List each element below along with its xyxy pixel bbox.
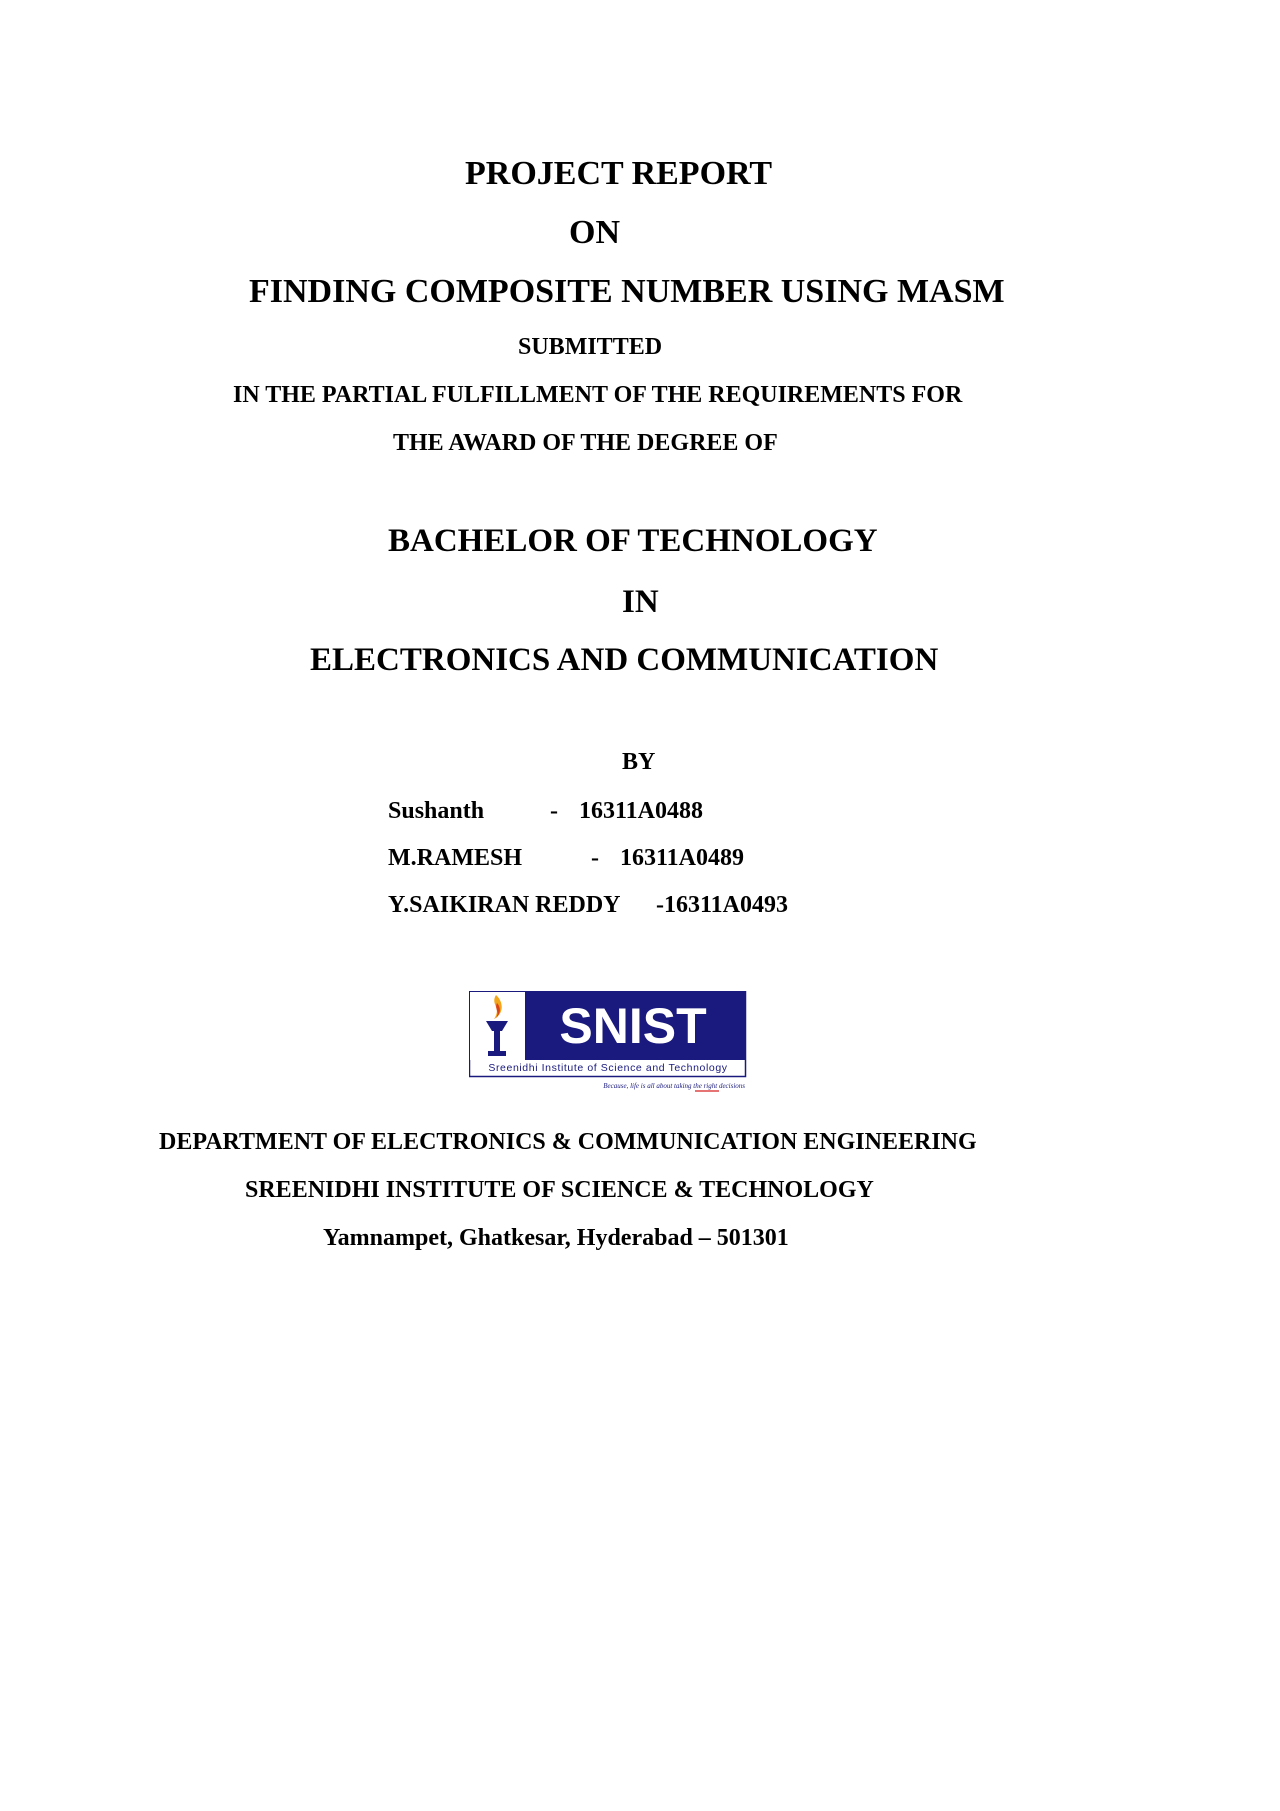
logo-tagline: Because, life is all about taking the right decisions xyxy=(603,1082,745,1090)
student-row xyxy=(388,893,828,921)
student-separator: -16311A0493 xyxy=(656,892,788,918)
institute-address: Yamnampet, Ghatkesar, Hyderabad – 501301 xyxy=(323,1225,789,1251)
requirements-line: IN THE PARTIAL FULFILLMENT OF THE REQUIREMENTS FOR xyxy=(233,382,963,408)
logo-subtitle: Sreenidhi Institute of Science and Technology xyxy=(488,1062,728,1074)
student-name: Y.SAIKIRAN REDDY xyxy=(388,892,621,918)
student-roll-number: 16311A0489 xyxy=(620,845,745,871)
logo-wordmark: SNIST xyxy=(559,998,707,1054)
department-name: DEPARTMENT OF ELECTRONICS & COMMUNICATION ENGINEERING xyxy=(159,1129,977,1155)
degree-line-3: ELECTRONICS AND COMMUNICATION xyxy=(310,642,939,678)
snist-logo xyxy=(469,991,747,1096)
award-line: THE AWARD OF THE DEGREE OF xyxy=(393,430,778,456)
report-title-line-2: ON xyxy=(569,214,620,251)
student-separator: - xyxy=(591,845,599,871)
degree-line-2: IN xyxy=(622,584,659,620)
student-separator: - xyxy=(550,798,558,824)
student-name: Sushanth xyxy=(388,798,485,824)
student-roll-number: 16311A0488 xyxy=(579,798,704,824)
report-title-line-3: FINDING COMPOSITE NUMBER USING MASM xyxy=(249,273,1005,310)
report-title-line-1: PROJECT REPORT xyxy=(465,155,773,192)
by-label: BY xyxy=(622,749,656,775)
degree-line-1: BACHELOR OF TECHNOLOGY xyxy=(388,523,878,559)
student-row xyxy=(388,799,808,827)
institute-name: SREENIDHI INSTITUTE OF SCIENCE & TECHNOLOGY xyxy=(245,1177,874,1203)
student-row xyxy=(388,846,808,874)
student-name: M.RAMESH xyxy=(388,845,522,871)
submitted-label: SUBMITTED xyxy=(518,334,663,360)
